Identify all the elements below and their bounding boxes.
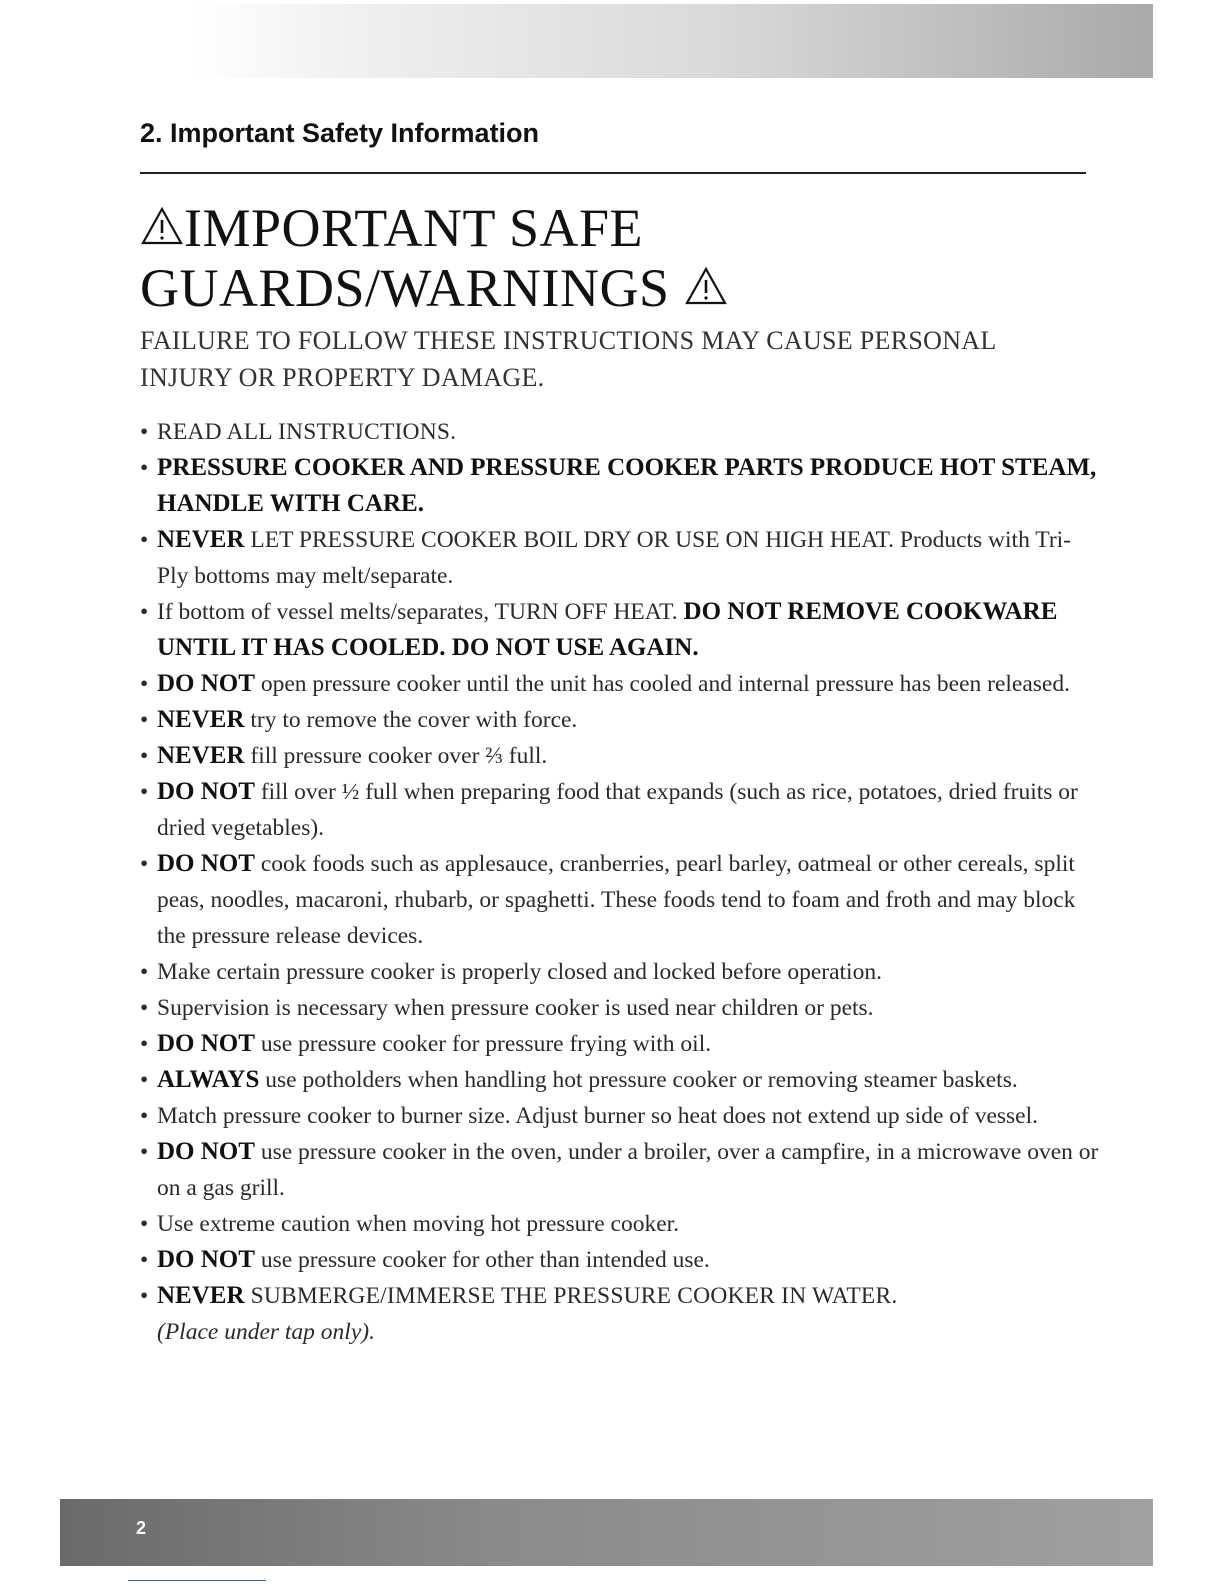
warning-triangle-icon: [140, 206, 184, 246]
main-title-line1: IMPORTANT SAFE: [184, 198, 644, 258]
item-bold-text: NEVER: [157, 742, 245, 769]
bullet: •: [140, 455, 149, 481]
list-item: [140, 1278, 1100, 1350]
item-text: use pressure cooker for pressure frying with oil.: [254, 1031, 712, 1057]
list-item: [140, 702, 1100, 738]
bullet: •: [140, 1067, 149, 1093]
bullet: •: [140, 1283, 149, 1309]
item-bold-text: ALWAYS: [157, 1066, 260, 1093]
item-text: try to remove the cover with force.: [244, 707, 578, 733]
item-text: fill pressure cooker over ⅔ full.: [244, 743, 548, 769]
item-text: Supervision is necessary when pressure cooker is used near children or pets.: [157, 995, 874, 1021]
item-text: If bottom of vessel melts/separates, TURN OFF HEAT.: [157, 599, 684, 625]
list-item: [140, 450, 1100, 522]
list-item: [140, 522, 1100, 594]
bullet: •: [140, 1247, 149, 1273]
item-text: Match pressure cooker to burner size. Adjust burner so heat does not extend up side of vessel.: [157, 1103, 1039, 1129]
section-heading: 2. Important Safety Information: [140, 118, 540, 148]
warning-triangle-icon: [684, 266, 728, 306]
item-text: READ ALL INSTRUCTIONS.: [157, 419, 457, 445]
list-item: [140, 1206, 1100, 1242]
list-item: [140, 1242, 1100, 1278]
bullet: •: [140, 1103, 149, 1129]
item-text: cook foods such as applesauce, cranberries, pearl barley, oatmeal or other cereals, split peas, noodles, macaroni, rhubarb, or spaghetti. These foods tend to foam and froth and may block the pressure release devices.: [157, 851, 1076, 949]
item-text: use potholders when handling hot pressure cooker or removing steamer baskets.: [259, 1067, 1018, 1093]
item-bold-text: NEVER: [157, 526, 245, 553]
list-item: [140, 594, 1100, 666]
bullet: •: [140, 851, 149, 877]
bullet: •: [140, 995, 149, 1021]
bullet: •: [140, 671, 149, 697]
item-bold-text: DO NOT: [157, 1030, 255, 1057]
warning-subtitle: FAILURE TO FOLLOW THESE INSTRUCTIONS MAY CAUSE PERSONAL INJURY OR PROPERTY DAMAGE.: [140, 326, 996, 392]
list-item: [140, 414, 1100, 450]
item-text: use pressure cooker in the oven, under a broiler, over a campfire, in a microwave oven or on a gas grill.: [157, 1139, 1099, 1201]
item-bold-text: NEVER: [157, 1282, 245, 1309]
item-bold-text: NEVER: [157, 706, 245, 733]
safety-list: [140, 414, 1100, 1350]
item-bold-text: DO NOT: [157, 850, 255, 877]
list-item: [140, 1134, 1100, 1206]
list-item: [140, 1062, 1100, 1098]
item-bold-text: DO NOT: [157, 778, 255, 805]
main-title: [140, 198, 728, 318]
bullet: •: [140, 599, 149, 625]
item-bold-text: DO NOT: [157, 1138, 255, 1165]
item-text: use pressure cooker for other than intended use.: [254, 1247, 710, 1273]
bullet: •: [140, 1031, 149, 1057]
item-text: Use extreme caution when moving hot pressure cooker.: [157, 1211, 680, 1237]
item-note: (Place under tap only).: [157, 1319, 375, 1345]
list-item: [140, 954, 1100, 990]
list-item: [140, 1098, 1100, 1134]
bullet: •: [140, 419, 149, 445]
heading-rule: [140, 172, 1086, 174]
list-item: [140, 1026, 1100, 1062]
item-bold-text: DO NOT: [157, 1246, 255, 1273]
footer-link-underline: [128, 1580, 266, 1581]
bullet: •: [140, 1139, 149, 1165]
item-text: open pressure cooker until the unit has cooled and internal pressure has been released.: [254, 671, 1070, 697]
footer-band: [60, 1499, 1153, 1566]
list-item: [140, 774, 1100, 846]
item-text: fill over ½ full when preparing food that expands (such as rice, potatoes, dried fruits or dried vegetables).: [157, 779, 1078, 841]
item-text: LET PRESSURE COOKER BOIL DRY OR USE ON HIGH HEAT. Products with Tri-Ply bottoms may melt/separate.: [157, 527, 1071, 589]
bullet: •: [140, 1211, 149, 1237]
bullet: •: [140, 527, 149, 553]
header-band: [195, 4, 1153, 78]
item-text: SUBMERGE/IMMERSE THE PRESSURE COOKER IN WATER.: [244, 1283, 898, 1309]
bullet: •: [140, 779, 149, 805]
list-item: [140, 738, 1100, 774]
main-title-line2: GUARDS/WARNINGS: [140, 258, 670, 318]
bullet: •: [140, 743, 149, 769]
bullet: •: [140, 707, 149, 733]
list-item: [140, 846, 1100, 954]
item-bold-text: PRESSURE COOKER AND PRESSURE COOKER PARTS PRODUCE HOT STEAM, HANDLE WITH CARE.: [157, 454, 1097, 517]
item-text: Make certain pressure cooker is properly closed and locked before operation.: [157, 959, 882, 985]
page-number: 2: [136, 1518, 147, 1538]
bullet: •: [140, 959, 149, 985]
item-bold-text: DO NOT: [157, 670, 255, 697]
list-item: [140, 990, 1100, 1026]
list-item: [140, 666, 1100, 702]
item-bold-text: DO NOT REMOVE COOKWARE UNTIL IT HAS COOLED. DO NOT USE AGAIN.: [157, 598, 1058, 661]
